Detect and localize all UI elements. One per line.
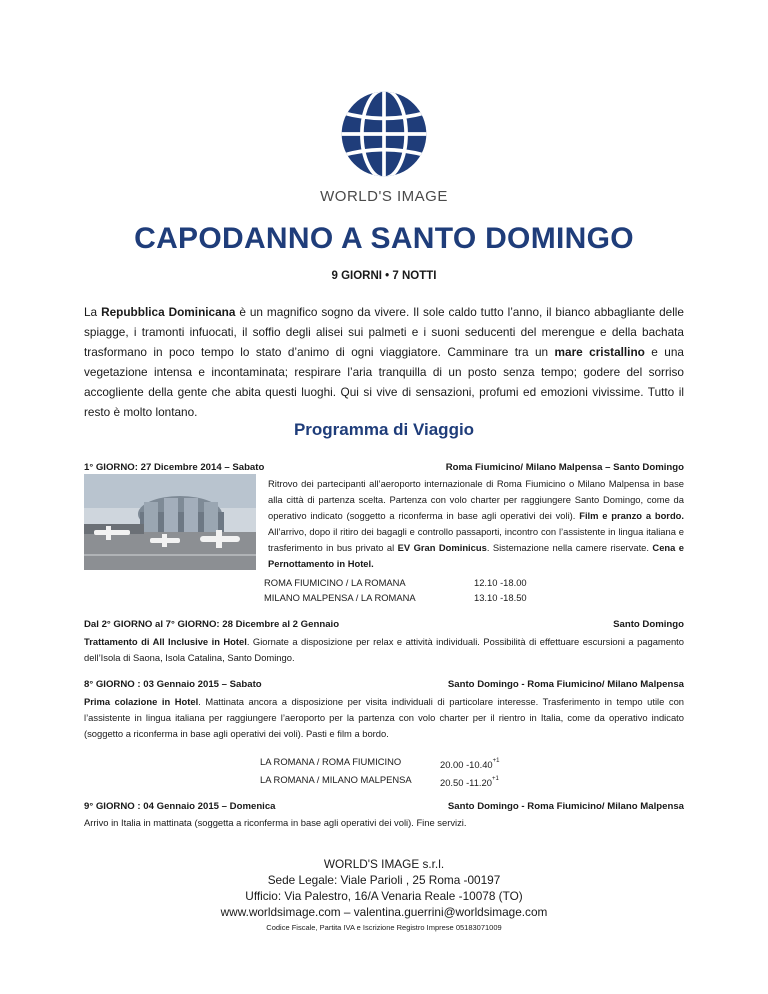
- footer-office-address: Ufficio: Via Palestro, 16/A Venaria Reale -10078 (TO): [245, 889, 523, 903]
- day9-route: Santo Domingo - Roma Fiumicino/ Milano Malpensa: [447, 801, 684, 812]
- flight-time: 13.10 -18.50: [474, 592, 527, 603]
- day1-description: Ritrovo dei partecipanti all’aeroporto internazionale di Roma Fiumicino o Milano Malpensa in base alla città di partenza scelta. Partenza con volo charter per raggiungere Santo Domingo, come da operativo indicato (soggetto a riconferma in base agli operativi dei voli). Film e pranzo a bordo. All’arrivo, dopo il ritiro dei bagagli e controllo passaporti, incontro con l’assistente in lingua italiana e trasferimento in bus privato al EV Gran Dominicus. Sistemazione nella camere riservate. Cena e Pernottamento in Hotel.: [268, 478, 685, 569]
- program-title: Programma di Viaggio: [293, 420, 475, 439]
- day8-route: Santo Domingo - Roma Fiumicino/ Milano Malpensa: [447, 679, 684, 690]
- flight-row: [260, 772, 500, 790]
- footer-legal-address: Sede Legale: Viale Parioli , 25 Roma -00197: [267, 873, 501, 887]
- flight-route: LA ROMANA / MILANO MALPENSA: [260, 774, 412, 785]
- brand-name: WORLD'S IMAGE: [320, 188, 448, 205]
- day8-header: [84, 679, 684, 690]
- day1-flights: [264, 575, 527, 605]
- day2-header: [84, 619, 684, 630]
- globe-grid-icon: [338, 88, 430, 180]
- day1-date: 1° GIORNO: 27 Dicembre 2014 – Sabato: [84, 462, 265, 473]
- flight-route: ROMA FIUMICINO / LA ROMANA: [264, 577, 406, 588]
- footer-company: WORLD'S IMAGE s.r.l.: [323, 857, 445, 871]
- flight-time: 12.10 -18.00: [474, 577, 527, 588]
- flight-route: LA ROMANA / ROMA FIUMICINO: [260, 756, 402, 767]
- trip-duration: 9 GIORNI • 7 NOTTI: [331, 270, 437, 282]
- flight-row: [260, 754, 500, 772]
- footer: [0, 856, 768, 936]
- day2-date: Dal 2° GIORNO al 7° GIORNO: 28 Dicembre al 2 Gennaio: [84, 619, 340, 630]
- day1-header: [84, 462, 684, 473]
- day1-route: Roma Fiumicino/ Milano Malpensa – Santo Domingo: [445, 462, 684, 473]
- day8-date: 8° GIORNO : 03 Gennaio 2015 – Sabato: [84, 679, 262, 690]
- day9-description: Arrivo in Italia in mattinata (soggetta a riconferma in base agli operativi dei voli). Fine servizi.: [84, 817, 467, 828]
- flight-time: 20.50 $-11.20^{+1}$: [440, 776, 499, 788]
- flight-row: [264, 590, 527, 605]
- airport-photo: [84, 474, 256, 570]
- day9-date: 9° GIORNO : 04 Gennaio 2015 – Domenica: [84, 801, 276, 812]
- intro-paragraph: La Repubblica Dominicana è un magnifico sogno da vivere. Il sole caldo tutto l’anno, il bianco abbagliante delle spiagge, i tramonti infuocati, il soffio degli alisei sui palmeti e i suoni seducenti del merengue e della bachata trasformano in poco tempo lo stato d’animo di ogni viaggiatore. Camminare tra un mare cristallino e una vegetazione intensa e incontaminata; respirare l’aria tranquilla di un posto senza tempo; godere del sorriso accogliente della gente che abita questi luoghi. Qui si vive di sensazioni, profumi ed emozioni vivissime. Tutto il resto è molto lontano.: [84, 305, 684, 419]
- flight-time: 20.00 $-10.40^{+1}$: [440, 758, 500, 770]
- day2-description: Trattamento di All Inclusive in Hotel. Giornate a disposizione per relax e attività individuali. Possibilità di effettuare escursioni a pagamento dell’Isola di Saona, Isola Catalina, Santo Domingo.: [84, 636, 684, 663]
- flight-row: [264, 575, 527, 590]
- footer-contacts: www.worldsimage.com – valentina.guerrini@worldsimage.com: [220, 905, 548, 919]
- flight-route: MILANO MALPENSA / LA ROMANA: [264, 592, 416, 603]
- day8-description: Prima colazione in Hotel. Mattinata ancora a disposizione per visita individuali di particolare interesse. Trasferimento in tempo utile con l’assistente in lingua italiana per raggiungere l’aeroporto per la partenza con volo charter per il rientro in Italia, come da operativo indicato (soggetto a riconferma in base agli operativi dei voli). Pasti e film a bordo.: [84, 696, 684, 739]
- day2-location: Santo Domingo: [613, 619, 684, 630]
- footer-fiscal: Codice Fiscale, Partita IVA e Iscrizione Registro Imprese 05183071009: [266, 923, 502, 932]
- page-title: CAPODANNO A SANTO DOMINGO: [134, 222, 634, 255]
- day9-header: [84, 801, 684, 812]
- day8-flights: [260, 754, 500, 790]
